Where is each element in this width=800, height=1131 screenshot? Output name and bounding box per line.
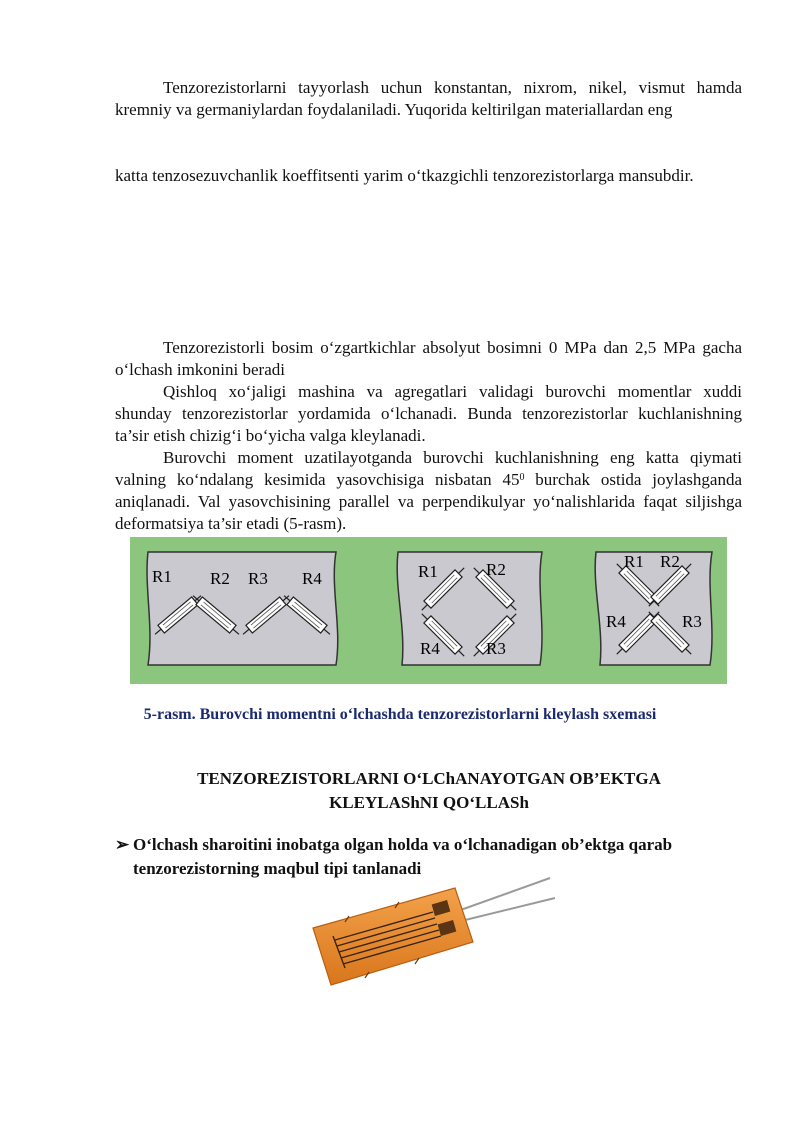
arrow-bullet-icon: ➢ [115, 835, 130, 854]
panel-cross-layout [595, 552, 712, 665]
bullet-text: O‘lchash sharoitini inobatga olgan holda va o‘lchanadigan ob’ektga qarab tenzorezistorning maqbul tipi tanlanadi [133, 835, 673, 878]
heading-line-2: KLEYLAShNI QO‘LLASh [329, 793, 529, 812]
section-heading [150, 767, 708, 815]
label-r2: R2 [210, 569, 230, 588]
label-r4: R4 [302, 569, 322, 588]
strain-gauge-photo [305, 870, 560, 995]
panel-square-layout [397, 552, 542, 665]
paragraph-text-b: burchak ostida joylashganda aniqlanadi. Val yasovchisining parallel va perpendikulyar yo‘nalishlarida faqat siljishga deformatsiya ta’sir etadi (5-rasm). [115, 470, 742, 533]
paragraph-semiconductor: katta tenzosezuvchanlik koeffitsenti yarim o‘tkazgichli tenzorezistorlarga mansubdir. [115, 166, 694, 185]
label-r3: R3 [486, 639, 506, 658]
paragraph-materials: Tenzorezistorlarni tayyorlash uchun konstantan, nixrom, nikel, vismut hamda kremniy va germaniylardan foydalaniladi. Yuqorida keltirilgan materiallardan eng [115, 78, 742, 119]
label-r3: R3 [682, 612, 702, 631]
label-r1: R1 [152, 567, 172, 586]
label-r1: R1 [624, 552, 644, 571]
paragraph-pressure: Tenzorezistorli bosim o‘zgartkichlar absolyut bosimni 0 MPa dan 2,5 MPa gacha o‘lchash imkonini beradi [115, 338, 742, 379]
figure-caption: 5-rasm. Burovchi momentni o‘lchashda tenzorezistorlarni kleylash sxemasi [143, 706, 657, 723]
label-r4: R4 [606, 612, 626, 631]
label-r3: R3 [248, 569, 268, 588]
heading-line-1: TENZOREZISTORLARNI O‘LChANAYOTGAN OB’EKTGA [197, 769, 661, 788]
paragraph-text-a: Burovchi moment uzatilayotganda burovchi kuchlanishning eng katta qiymati valning ko‘ndalang kesimida yasovchisiga nisbatan 45 [115, 448, 742, 489]
label-r4: R4 [420, 639, 440, 658]
degree-superscript: 0 [519, 472, 525, 483]
paragraph-torque: Qishloq xo‘jaligi mashina va agregatlari validagi burovchi momentlar xuddi shunday tenzorezistorlar yordamida o‘lchanadi. Bunda tenzorezistorlar kuchlanishning ta’sir etish chizig‘i bo‘yicha valga kleylanadi. [115, 382, 742, 445]
label-r1: R1 [418, 562, 438, 581]
panel-series-layout [147, 552, 338, 665]
paragraph-torque-angle [115, 447, 742, 535]
strain-gauge-scheme-figure [130, 537, 727, 684]
label-r2: R2 [486, 560, 506, 579]
label-r2: R2 [660, 552, 680, 571]
